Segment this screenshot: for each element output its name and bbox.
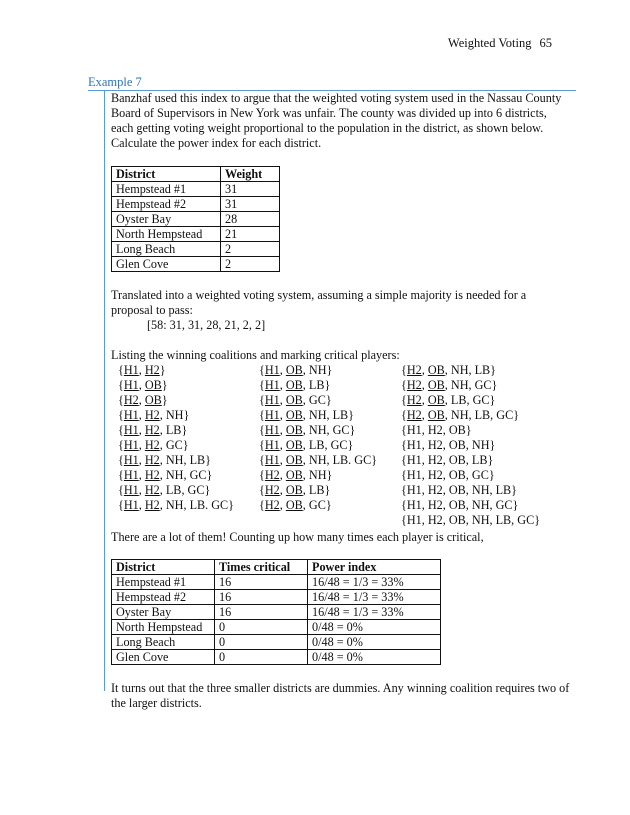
player: OB: [448, 498, 466, 512]
table-row: [112, 197, 280, 212]
player: H2: [427, 423, 443, 437]
critical-player: H1: [123, 408, 139, 422]
table-row: [112, 620, 441, 635]
critical-player: OB: [285, 393, 303, 407]
critical-player: H1: [123, 498, 139, 512]
critical-player: H1: [123, 378, 139, 392]
player: GC: [189, 468, 207, 482]
player: LB: [189, 453, 206, 467]
coalition-item: {H2, OB, NH, LB, GC}: [401, 408, 520, 422]
cell: 16: [215, 590, 308, 605]
cell: North Hempstead: [112, 620, 215, 635]
player: OB: [448, 513, 466, 527]
critical-player: H1: [264, 393, 280, 407]
critical-player: H1: [264, 453, 280, 467]
player: LB: [165, 483, 182, 497]
player: OB: [448, 453, 466, 467]
cell: Hempstead #2: [112, 197, 221, 212]
critical-player: H2: [123, 393, 139, 407]
critical-player: OB: [427, 393, 445, 407]
player: H1: [406, 453, 422, 467]
player: NH: [471, 483, 490, 497]
table-row: [112, 257, 280, 272]
page-number: 65: [539, 36, 552, 50]
coalition-item: {H1, H2, OB}: [401, 423, 472, 437]
critical-player: H1: [123, 468, 139, 482]
example-vertical-rule: [104, 90, 105, 691]
critical-player: H2: [144, 438, 160, 452]
player: H1: [406, 498, 422, 512]
player: H1: [406, 513, 422, 527]
player: NH: [165, 453, 184, 467]
weighted-voting-formula: [58: 31, 31, 28, 21, 2, 2]: [147, 318, 266, 332]
column-header: Power index: [308, 560, 441, 575]
player: GC: [495, 498, 513, 512]
player: H2: [427, 438, 443, 452]
cell: 0: [215, 635, 308, 650]
coalition-item: {H1, H2, LB, GC}: [118, 483, 211, 497]
example-body: [111, 91, 571, 711]
intro-paragraph: Banzhaf used this index to argue that the weighted voting system used in the Nassau County Board of Supervisors in New York was unfair. The county was divided up into 6 districts, each getting voting weight proportional to the population in the district, as shown below. Calculate the power index for each district.: [111, 91, 562, 150]
critical-player: H2: [144, 483, 160, 497]
player: LB: [474, 408, 491, 422]
cell: Hempstead #1: [112, 182, 221, 197]
coalition-item: {H1, H2, OB, NH}: [401, 438, 496, 452]
player: LB: [471, 453, 488, 467]
coalition-item: {H2, OB}: [118, 393, 168, 407]
player: LB: [450, 393, 467, 407]
coalition-item: {H1, H2, NH, LB}: [118, 453, 211, 467]
player: NH: [308, 423, 327, 437]
player: NH: [450, 408, 469, 422]
critical-player: OB: [144, 393, 162, 407]
player: OB: [448, 468, 466, 482]
coalition-item: {H2, OB, LB, GC}: [401, 393, 496, 407]
column-header: District: [112, 167, 221, 182]
power-index-table: [111, 559, 441, 665]
critical-player: H1: [123, 438, 139, 452]
coalition-item: {H1, OB, NH, LB. GC}: [259, 453, 378, 467]
coalition-item: {H1, H2, OB, NH, GC}: [401, 498, 519, 512]
example-label: Example 7: [88, 75, 142, 89]
table-row: [112, 227, 280, 242]
critical-player: H1: [264, 423, 280, 437]
critical-player: H2: [264, 498, 280, 512]
cell: 16: [215, 605, 308, 620]
player: H2: [427, 483, 443, 497]
coalition-column: [259, 363, 401, 528]
running-header: [448, 36, 552, 51]
critical-player: H2: [144, 408, 160, 422]
critical-player: OB: [285, 408, 303, 422]
coalition-item: {H1, OB, NH, GC}: [259, 423, 356, 437]
cell: Oyster Bay: [112, 212, 221, 227]
cell: 2: [221, 257, 280, 272]
player: GC: [330, 438, 348, 452]
cell: Glen Cove: [112, 257, 221, 272]
cell: 16/48 = 1/3 = 33%: [308, 590, 441, 605]
critical-player: OB: [285, 468, 303, 482]
player: H1: [406, 483, 422, 497]
cell: 0/48 = 0%: [308, 650, 441, 665]
player: NH: [450, 378, 469, 392]
coalition-item: {H1, H2, NH, GC}: [118, 468, 213, 482]
chapter-title: Weighted Voting: [447, 36, 532, 50]
player: H2: [427, 513, 443, 527]
coalitions-list: [111, 363, 571, 528]
player: LB: [332, 408, 349, 422]
coalition-item: {H1, H2, OB, LB}: [401, 453, 494, 467]
player: GC: [517, 513, 535, 527]
coalition-column: [118, 363, 259, 528]
critical-player: H2: [144, 363, 160, 377]
cell: 21: [221, 227, 280, 242]
player: NH: [471, 513, 490, 527]
cell: Oyster Bay: [112, 605, 215, 620]
coalition-item: {H1, OB, LB, GC}: [259, 438, 354, 452]
cell: 0: [215, 620, 308, 635]
player: H2: [427, 468, 443, 482]
cell: 0: [215, 650, 308, 665]
conclusion-paragraph: It turns out that the three smaller districts are dummies. Any winning coalition requires two of the larger districts.: [111, 681, 570, 710]
coalition-item: {H1, OB, NH, LB}: [259, 408, 355, 422]
table-row: [112, 182, 280, 197]
player: GC: [471, 468, 489, 482]
cell: 0/48 = 0%: [308, 620, 441, 635]
cell: Hempstead #2: [112, 590, 215, 605]
table-row: [112, 590, 441, 605]
table-row: [112, 635, 441, 650]
coalition-item: {H2, OB, NH}: [259, 468, 333, 482]
coalition-item: {H1, H2, NH, LB. GC}: [118, 498, 235, 512]
critical-player: H2: [144, 453, 160, 467]
player: H2: [427, 498, 443, 512]
cell: Long Beach: [112, 635, 215, 650]
listing-paragraph: Listing the winning coalitions and marking critical players:: [111, 348, 400, 362]
weights-table: [111, 166, 280, 272]
player: NH: [308, 363, 327, 377]
player: NH: [165, 468, 184, 482]
coalition-item: {H2, OB, NH, LB}: [401, 363, 497, 377]
critical-player: H2: [264, 468, 280, 482]
cell: 0/48 = 0%: [308, 635, 441, 650]
table-header-row: [112, 560, 441, 575]
player: NH: [308, 468, 327, 482]
critical-player: OB: [285, 423, 303, 437]
cell: 16/48 = 1/3 = 33%: [308, 575, 441, 590]
player: LB. GC: [332, 453, 372, 467]
player: LB: [308, 378, 325, 392]
player: NH: [165, 498, 184, 512]
coalition-item: {H2, OB, LB}: [259, 483, 331, 497]
translated-paragraph: Translated into a weighted voting system, assuming a simple majority is needed for a proposal to pass:: [111, 288, 527, 317]
table-row: [112, 575, 441, 590]
critical-player: H1: [123, 483, 139, 497]
player: LB: [308, 483, 325, 497]
critical-player: H2: [406, 363, 422, 377]
player: GC: [332, 423, 350, 437]
column-header: Times critical: [215, 560, 308, 575]
critical-player: H2: [144, 423, 160, 437]
player: H1: [406, 468, 422, 482]
critical-player: OB: [285, 498, 303, 512]
player: LB: [495, 483, 512, 497]
column-header: Weight: [221, 167, 280, 182]
player: H2: [427, 453, 443, 467]
player: NH: [165, 408, 184, 422]
table-row: [112, 605, 441, 620]
player: OB: [448, 483, 466, 497]
player: LB: [165, 423, 182, 437]
critical-player: H1: [123, 423, 139, 437]
player: NH: [471, 438, 490, 452]
player: GC: [308, 393, 326, 407]
player: GC: [165, 438, 183, 452]
critical-player: OB: [427, 408, 445, 422]
critical-player: H2: [406, 378, 422, 392]
critical-player: H1: [264, 363, 280, 377]
player: GC: [308, 498, 326, 512]
coalition-item: {H1, H2, OB, NH, LB, GC}: [401, 513, 541, 527]
counting-paragraph: There are a lot of them! Counting up how many times each player is critical,: [111, 530, 484, 544]
cell: 31: [221, 197, 280, 212]
critical-player: H1: [264, 438, 280, 452]
table-row: [112, 212, 280, 227]
player: OB: [448, 423, 466, 437]
critical-player: OB: [285, 438, 303, 452]
coalition-column: [401, 363, 540, 528]
critical-player: H2: [406, 393, 422, 407]
table-header-row: [112, 167, 280, 182]
critical-player: OB: [285, 363, 303, 377]
table-row: [112, 650, 441, 665]
critical-player: H2: [144, 498, 160, 512]
cell: 16/48 = 1/3 = 33%: [308, 605, 441, 620]
player: LB: [474, 363, 491, 377]
coalition-item: {H2, OB, GC}: [259, 498, 332, 512]
player: NH: [471, 498, 490, 512]
critical-player: H1: [123, 453, 139, 467]
player: GC: [496, 408, 514, 422]
coalition-item: {H1, OB, GC}: [259, 393, 332, 407]
coalition-item: {H1, OB, LB}: [259, 378, 331, 392]
coalition-item: {H1, H2, GC}: [118, 438, 189, 452]
table-row: [112, 242, 280, 257]
critical-player: H2: [264, 483, 280, 497]
cell: 16: [215, 575, 308, 590]
critical-player: OB: [427, 363, 445, 377]
critical-player: H1: [264, 378, 280, 392]
critical-player: OB: [285, 453, 303, 467]
coalition-item: {H1, H2, NH}: [118, 408, 190, 422]
critical-player: OB: [285, 378, 303, 392]
player: LB. GC: [189, 498, 229, 512]
coalition-item: {H1, H2, OB, GC}: [401, 468, 495, 482]
player: LB: [495, 513, 512, 527]
player: OB: [448, 438, 466, 452]
player: H1: [406, 438, 422, 452]
cell: Hempstead #1: [112, 575, 215, 590]
coalition-item: {H1, H2, OB, NH, LB}: [401, 483, 518, 497]
coalition-item: {H1, OB}: [118, 378, 168, 392]
player: GC: [474, 378, 492, 392]
critical-player: OB: [427, 378, 445, 392]
critical-player: OB: [144, 378, 162, 392]
player: GC: [187, 483, 205, 497]
critical-player: H2: [144, 468, 160, 482]
cell: 28: [221, 212, 280, 227]
coalition-item: {H2, OB, NH, GC}: [401, 378, 498, 392]
cell: North Hempstead: [112, 227, 221, 242]
player: NH: [308, 408, 327, 422]
cell: 2: [221, 242, 280, 257]
coalition-item: {H1, H2, LB}: [118, 423, 188, 437]
cell: 31: [221, 182, 280, 197]
coalition-item: {H1, H2}: [118, 363, 166, 377]
cell: Glen Cove: [112, 650, 215, 665]
critical-player: OB: [285, 483, 303, 497]
critical-player: H1: [123, 363, 139, 377]
cell: Long Beach: [112, 242, 221, 257]
column-header: District: [112, 560, 215, 575]
critical-player: H1: [264, 408, 280, 422]
player: H1: [406, 423, 422, 437]
critical-player: H2: [406, 408, 422, 422]
player: GC: [472, 393, 490, 407]
player: LB: [308, 438, 325, 452]
player: NH: [308, 453, 327, 467]
player: NH: [450, 363, 469, 377]
coalition-item: {H1, OB, NH}: [259, 363, 333, 377]
